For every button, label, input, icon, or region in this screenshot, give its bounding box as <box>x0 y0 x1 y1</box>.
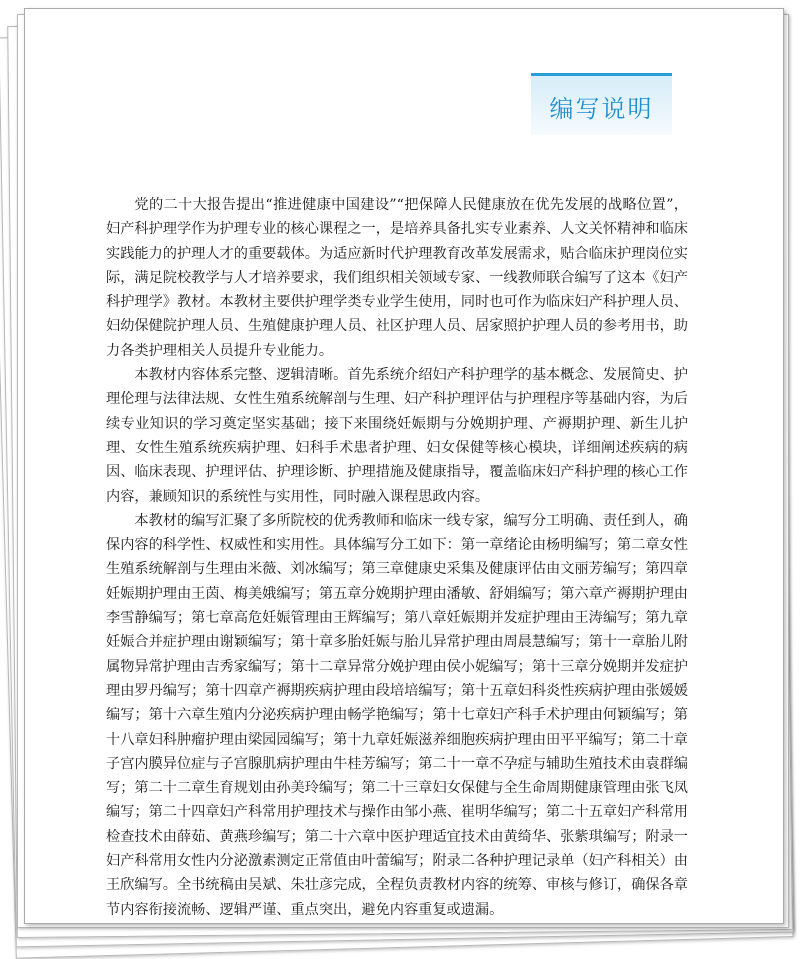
body-text <box>106 193 688 922</box>
title-banner <box>531 73 672 135</box>
paragraph-1: 党的二十大报告提出“推进健康中国建设”“把保障人民健康放在优先发展的战略位置”，妇产科护理学作为护理专业的核心课程之一，是培养具备扎实专业素养、人文关怀精神和临床实践能力的护理人才的重要载体。为适应新时代护理教育改革发展需求，贴合临床护理岗位实际，满足院校教学与人才培养要求，我们组织相关领域专家、一线教师联合编写了这本《妇产科护理学》教材。本教材主要供护理学类专业学生使用，同时也可作为临床妇产科护理人员、妇幼保健院护理人员、生殖健康护理人员、社区护理人员、居家照护护理人员的参考用书，助力各类护理相关人员提升专业能力。 <box>106 197 688 359</box>
page-title: 编写说明 <box>549 95 654 123</box>
paragraph-3: 本教材的编写汇聚了多所院校的优秀教师和临床一线专家，编写分工明确、责任到人，确保内容的科学性、权威性和实用性。具体编写分工如下：第一章绪论由杨明编写；第二章女性生殖系统解剖与生理由米薇、刘冰编写；第三章健康史采集及健康评估由文丽芳编写；第四章妊娠期护理由王茵、梅美娥编写；第五章分娩期护理由潘敏、舒娟编写；第六章产褥期护理由李雪静编写；第七章高危妊娠管理由王辉编写；第八章妊娠期并发症护理由王涛编写；第九章妊娠合并症护理由谢颖编写；第十章多胎妊娠与胎儿异常护理由周晨慧编写；第十一章胎儿附属物异常护理由吉秀家编写；第十二章异常分娩护理由侯小妮编写；第十三章分娩期并发症护理由罗丹编写；第十四章产褥期疾病护理由段培培编写；第十五章妇科炎性疾病护理由张媛媛编写；第十六章生殖内分泌疾病护理由畅学艳编写；第十七章妇产科手术护理由何颖编写；第十八章妇科肿瘤护理由梁园园编写；第十九章妊娠滋养细胞疾病护理由田平平编写；第二十章子宫内膜异位症与子宫腺肌病护理由牛桂芳编写；第二十一章不孕症与辅助生殖技术由袁群编写；第二十二章生育规划由孙美玲编写；第二十三章妇女保健与全生命周期健康管理由张飞凤编写；第二十四章妇产科常用护理技术与操作由邹小燕、崔明华编写；第二十五章妇产科常用检查技术由薛茹、黄燕珍编写；第二十六章中医护理适宜技术由黄绮华、张紫琪编写；附录一妇产科常用女性内分泌激素测定正常值由叶蕾编写；附录二各种护理记录单（妇产科相关）由王欣编写。全书统稿由吴斌、朱壮彦完成，全程负责教材内容的统筹、审核与修订，确保各章节内容衔接流畅、逻辑严谨、重点突出，避免内容重复或遗漏。 <box>106 512 688 918</box>
paragraph-2: 本教材内容体系完整、逻辑清晰。首先系统介绍妇产科护理学的基本概念、发展简史、护理伦理与法律法规、女性生殖系统解剖与生理、妇产科护理评估与护理程序等基础内容，为后续专业知识的学习奠定坚实基础；接下来围绕妊娠期与分娩期护理、产褥期护理、新生儿护理、女性生殖系统疾病护理、妇科手术患者护理、妇女保健等核心模块，详细阐述疾病的病因、临床表现、护理评估、护理诊断、护理措施及健康指导，覆盖临床妇产科护理的核心工作内容，兼顾知识的系统性与实用性，同时融入课程思政内容。 <box>106 367 688 505</box>
